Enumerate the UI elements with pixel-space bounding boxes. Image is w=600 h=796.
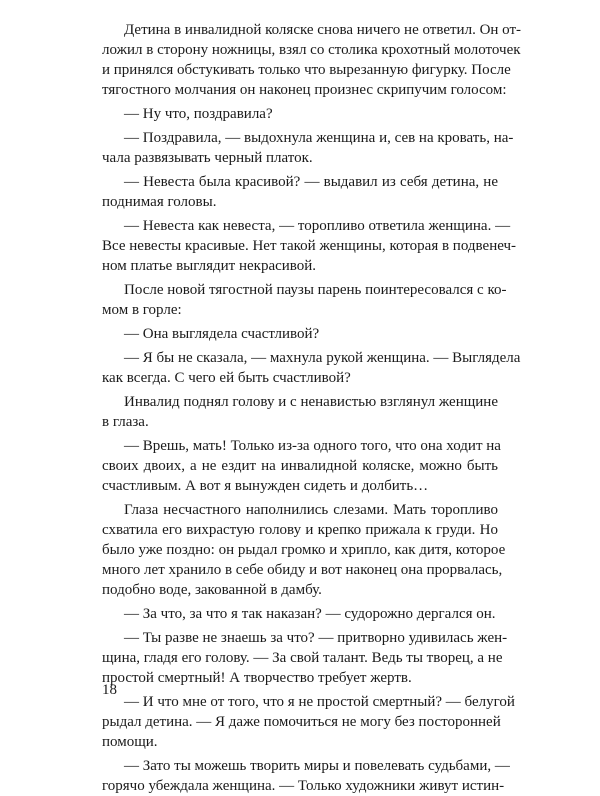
page-number: 18 — [102, 682, 117, 698]
text-line: щина, гладя его голову. — За свой талант. Ведь ты творец, а не — [102, 650, 503, 666]
text-line: было уже поздно: он рыдал громко и хрипло, как дитя, которое — [102, 542, 506, 558]
text-line: — За что, за что я так наказан? — судорожно дергался он. — [124, 606, 496, 622]
text-line: подобно воде, закованной в дамбу. — [102, 582, 322, 598]
text-line: — Поздравила, — выдохнула женщина и, сев на кровать, на- — [124, 130, 514, 146]
text-line: горячо убеждала женщина. — Только художники живут истин- — [102, 778, 505, 794]
text-line: и принялся обстукивать только что вырезанную фигурку. После — [102, 62, 511, 78]
text-line: схватила его вихрастую голову и крепко прижала к груди. Но — [102, 522, 498, 538]
text-line: — Зато ты можешь творить миры и повелевать судьбами, — — [124, 758, 510, 774]
text-line: чала развязывать черный платок. — [102, 150, 313, 166]
text-line: своих двоих, а не ездит на инвалидной коляске, можно быть — [102, 458, 498, 474]
text-line: — Я бы не сказала, — махнула рукой женщина. — Выглядела — [124, 350, 521, 366]
text-line: тягостного молчания он наконец произнес скрипучим голосом: — [102, 82, 507, 98]
text-line: Детина в инвалидной коляске снова ничего не ответил. Он от- — [124, 22, 522, 38]
text-line: как всегда. С чего ей быть счастливой? — [102, 370, 351, 386]
text-line: — И что мне от того, что я не простой смертный? — белугой — [124, 694, 515, 710]
text-line: — Ты разве не знаешь за что? — притворно удивилась жен- — [124, 630, 508, 646]
text-line: мом в горле: — [102, 302, 182, 318]
text-line: рыдал детина. — Я даже помочиться не могу без посторонней — [102, 714, 501, 730]
text-line: простой смертный! А творчество требует жертв. — [102, 670, 412, 686]
text-line: — Невеста как невеста, — торопливо ответила женщина. — — [124, 218, 511, 234]
text-line: — Ну что, поздравила? — [124, 106, 273, 122]
text-line: — Она выглядела счастливой? — [124, 326, 320, 342]
text-line: ном платье выглядит некрасивой. — [102, 258, 317, 274]
text-line: много лет хранило в себе обиду и вот наконец она прорвалась, — [102, 562, 503, 578]
text-line: поднимая головы. — [102, 194, 217, 210]
text-line: Инвалид поднял голову и с ненавистью взглянул женщине — [124, 394, 498, 410]
text-line: Глаза несчастного наполнились слезами. Мать торопливо — [124, 502, 498, 518]
text-line: — Невеста была красивой? — выдавил из себя детина, не — [124, 174, 498, 190]
text-line: Все невесты красивые. Нет такой женщины, которая в подвенеч- — [102, 238, 517, 254]
text-line: ложил в сторону ножницы, взял со столика крохотный молоточек — [102, 42, 521, 58]
text-line: в глаза. — [102, 414, 149, 430]
text-line: — Врешь, мать! Только из-за одного того, что она ходит на — [124, 438, 501, 454]
text-line: После новой тягостной паузы парень поинтересовался с ко- — [124, 282, 507, 298]
text-line: помощи. — [102, 734, 158, 750]
body-text — [102, 20, 522, 796]
text-line: счастливым. А вот я вынужден сидеть и долбить… — [102, 478, 429, 494]
